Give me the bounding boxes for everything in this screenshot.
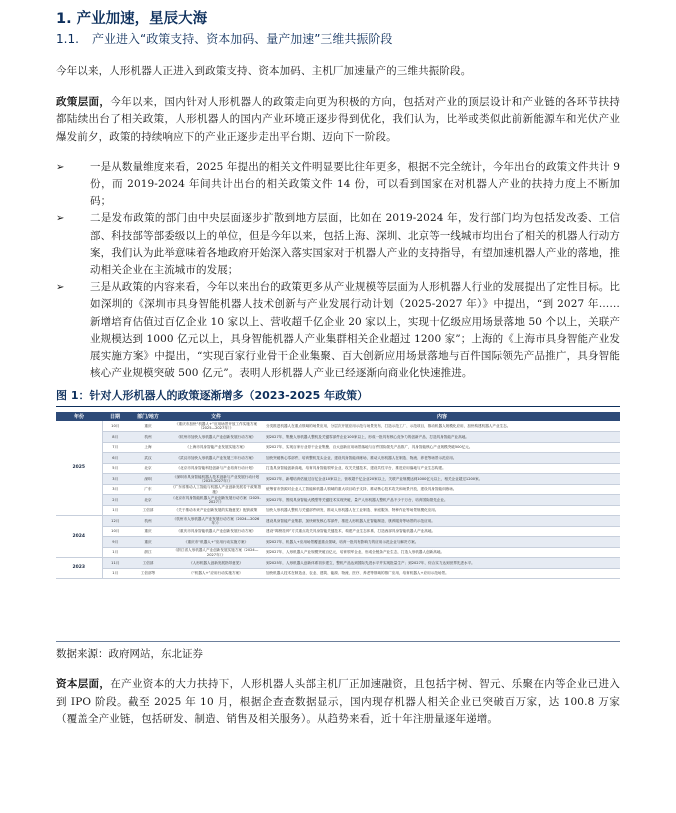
table-row (56, 474, 620, 485)
date-cell: 1月 (102, 505, 128, 516)
bullet-item (56, 210, 620, 279)
table-row (56, 505, 620, 516)
content-cell: 到2027年，实现百家行业骨干企业集聚、百大创新应用场景落地与百件国际领先产品推广，具身智能核心产业规模突破500亿元。 (264, 442, 620, 453)
table-header-row (56, 412, 620, 421)
intro-paragraph: 今年以来，人形机器人正进入到政策支持、资本加码、主机厂加速量产的三维共振阶段。 (56, 65, 472, 77)
bullet-item (56, 159, 620, 211)
subsection-title: 产业进入“政策支持、资本加码、量产加速”三维共振阶段 (92, 32, 393, 46)
document-cell: 《重庆市“机器人+”应用行动实施方案》 (168, 537, 264, 548)
dept-cell: 北京 (128, 463, 168, 474)
table-row (56, 495, 620, 506)
date-cell: 5月 (102, 463, 128, 474)
capital-paragraph (56, 676, 620, 728)
date-cell: 10月 (102, 421, 128, 432)
dept-cell: 杭州 (128, 432, 168, 443)
content-cell: 建设“揭榜挂帅”方式重点攻关具身智能关键技术，构建产业生态体系，打造西部具身智能机器人产业高地。 (264, 526, 620, 537)
table-row (56, 547, 620, 558)
document-cell: 《重庆市加快“机器人+”应用场景开放工作实施方案（2025—2027年）》 (168, 421, 264, 432)
policy-text: 今年以来，国内针对人形机器人的政策走向更为积极的方向，包括对产业的顶层设计和产业链的各环节扶持都陆续出台了相关政策，人形机器人的国内产业环境正逐步得到优化，我们认为，比举或类似此前新能源车和光伏产业爆发前夕，政策的持续响应下的产业正逐步走出平台期、迈向下一阶段。 (56, 96, 620, 143)
table-row (56, 516, 620, 527)
dept-cell: 深圳 (128, 474, 168, 485)
date-cell: 3月 (102, 474, 128, 485)
arrow-bullet-icon: ➢ (56, 213, 65, 225)
table-row (56, 432, 620, 443)
table-row (56, 537, 620, 548)
dept-cell: 广东 (128, 484, 168, 495)
document-cell: 《“机器人+”应用行动实施方案》 (168, 568, 264, 579)
document-cell: 《广东省推动人工智能与机器人产业创新发展若干政策措施》 (168, 484, 264, 495)
document-cell: 《杭州市人形机器人产业发展行动方案（2024—2026年）》 (168, 516, 264, 527)
subsection-number: 1.1. (56, 32, 79, 46)
document-cell: 《杭州市加快人形机器人产业创新发展行动方案》 (168, 432, 264, 443)
capital-lead: 资本层面， (56, 678, 111, 691)
header-document: 文件 (168, 412, 264, 421)
dept-cell: 浙江 (128, 547, 168, 558)
date-cell: 12月 (102, 516, 128, 527)
document-cell: 《武汉市加快人形机器人产业发展三年行动方案》 (168, 453, 264, 464)
dept-cell: 杭州 (128, 516, 168, 527)
date-cell: 1月 (102, 547, 128, 558)
date-cell: 9月 (102, 537, 128, 548)
table-row (56, 421, 620, 432)
table-row (56, 568, 620, 579)
dept-cell: 工信部 (128, 505, 168, 516)
header-dept: 部门/地方 (128, 412, 168, 421)
policy-table (56, 412, 620, 579)
date-cell: 7月 (102, 442, 128, 453)
dept-cell: 重庆 (128, 537, 168, 548)
bullet-text: 一是从数量维度来看，2025 年提出的相关文件明显要比往年更多，根据不完全统计，今年出台的政策文件共计 9 份，而 2019-2024 年间共计出台的相关政策文件 14 份，可以看到国家在对机器人产业的扶持力度上不断加码； (90, 160, 620, 208)
content-cell: 到2027年，集聚人形机器人整机及关键零部件企业100家以上，形成一批具有核心竞争力的创新产品，打造具身智能产业高地。 (264, 432, 620, 443)
policy-lead: 政策层面， (56, 96, 111, 109)
header-year: 年份 (56, 412, 102, 421)
content-cell: 到2025年，人形机器人创新体系初步建立，整机产品达到国际先进水平并实现批量生产；到2027年，综合实力达到世界先进水平。 (264, 558, 620, 569)
document-cell: 《关于推动未来产业创新发展的实施意见》配套政策 (168, 505, 264, 516)
document-cell: 《上海市具身智能产业发展实施方案》 (168, 442, 264, 453)
date-cell: 2月 (102, 495, 128, 506)
content-cell: 分类推进机器人在重点领域的场景应用，分层次开展应用示范与场景发布，打造示范工厂、示范项目，推动机器人规模化应用，加快构建机器人产业生态。 (264, 421, 620, 432)
content-cell: 到2027年，围绕具身智能大模型等关键技术实现突破，量产人形机器人整机产品不少于万台，培育国际领先企业。 (264, 495, 620, 506)
data-source-note: 数据来源：政府网站，东北证券 (56, 648, 203, 661)
table-row (56, 463, 620, 474)
bullet-text: 三是从政策的内容来看，今年以来出台的政策更多从产业规模等层面为人形机器人行业的发展提出了定性目标。比如深圳的《深圳市具身智能机器人技术创新与产业发展行动计划（2025-2027 年）》中提出，“到 2027 年……新增培育估值过百亿企业 10 家以上、营收超千亿企业 20 家以上，实现十亿级应用场景落地 50 个以上，关联产业规模达到 1000 亿元以上，具身智能机器人产业集群相关企业超过 1200 家”；上海的《上海市具身智能产业发展实施方案》中提出，“实现百家行业骨干企业集聚、百大创新应用场景落地与百件国际领先产品推广，具身智能核心产业规模突破 500 亿元”。表明人形机器人产业已经逐渐向商业化快速推进。 (90, 281, 620, 380)
policy-bullet-list (56, 159, 620, 383)
date-cell: 1月 (102, 568, 128, 579)
dept-cell: 工信部 (128, 558, 168, 569)
date-cell: 10月 (102, 526, 128, 537)
document-cell: 《深圳市具身智能机器人技术创新与产业发展行动计划（2025-2027年）》 (168, 474, 264, 485)
figure-title: 图 1：针对人形机器人的政策逐渐增多（2023-2025 年政策） (56, 388, 620, 407)
date-cell: 3月 (102, 484, 128, 495)
year-cell: 2023 (56, 558, 102, 579)
arrow-bullet-icon: ➢ (56, 161, 65, 173)
dept-cell: 工信部等 (128, 568, 168, 579)
document-cell: 《北京市具身智能科技创新与产业培育行动计划》 (168, 463, 264, 474)
dept-cell: 重庆 (128, 421, 168, 432)
table-row (56, 484, 620, 495)
content-cell: 统筹省市资源对企业人工智能和机器人领域的重大项目给予支持，推动核心技术攻关和场景开放，建设具身智能训练场。 (264, 484, 620, 495)
policy-paragraph (56, 94, 620, 146)
table-row (56, 442, 620, 453)
year-cell: 2025 (56, 421, 102, 516)
dept-cell: 上海 (128, 442, 168, 453)
document-cell: 《北京市具身智能机器人产业创新发展行动方案（2025-2027）》 (168, 495, 264, 506)
document-cell: 《人形机器人创新发展指导意见》 (168, 558, 264, 569)
date-cell: 6月 (102, 453, 128, 464)
content-cell: 到2027年，人形机器人产业规模突破百亿元，培育领军企业，形成全链条产业生态，打造人形机器人创新高地。 (264, 547, 620, 558)
table-row (56, 453, 620, 464)
header-content: 内容 (264, 412, 620, 421)
document-cell: 《浙江省人形机器人产业创新发展实施方案（2024—2027年）》 (168, 547, 264, 558)
content-cell: 建设具身智能产业集群，加快研发核心零部件，推进人形机器人在智能制造、康养服务等场景的示范应用。 (264, 516, 620, 527)
year-cell: 2024 (56, 516, 102, 558)
policy-table-container (56, 412, 620, 642)
arrow-bullet-icon: ➢ (56, 282, 65, 294)
content-cell: 到2027年，新增培育估值过百亿企业10家以上、营收超千亿企业20家以上，关联产业规模达到1000亿元以上，相关企业超过1200家。 (264, 474, 620, 485)
content-cell: 到2027年，机器人+应用场景覆盖重点领域，培育一批具有影响力的应用示范企业与解决方案。 (264, 537, 620, 548)
date-cell: 11月 (102, 558, 128, 569)
content-cell: 加快人形机器人整机与关键部件研发，推动人形机器人在工业制造、家庭服务、特种作业等场景规模化应用。 (264, 505, 620, 516)
subsection-heading (56, 30, 620, 48)
dept-cell: 武汉 (128, 453, 168, 464)
bullet-item (56, 279, 620, 382)
policy-table-body (56, 421, 620, 579)
document-cell: 《重庆市具身智能机器人产业创新发展行动方案》 (168, 526, 264, 537)
dept-cell: 北京 (128, 495, 168, 506)
header-date: 日期 (102, 412, 128, 421)
section-title: 1. 产业加速，星辰大海 (56, 11, 208, 27)
bullet-text: 二是发布政策的部门由中央层面逐步扩散到地方层面，比如在 2019-2024 年，发行部门均为包括发改委、工信部、科技部等部委级以上的单位，但是今年以来，包括上海、深圳、北京等一线城市均出台了相关的机器人行动方案，我们认为此举意味着各地政府开始深入落实国家对于机器人产业的支持指导，有望加速机器人产业的落地，推动相关企业在主流城市的发展； (90, 212, 620, 277)
capital-text: 在产业资本的大力扶持下，人形机器人头部主机厂正加速融资，且包括宇树、智元、乐聚在内等企业已进入到 IPO 阶段。截至 2025 年 10 月，根据企查查数据显示，国内现存机器人相关企业已突破百万家，达 100.8 万家（覆盖全产业链，包括研发、制造、销售及相关服务）。从趋势来看，近十年注册量逐年递增。 (56, 678, 620, 725)
content-cell: 加快机器人技术在制造业、农业、建筑、能源、物流、医疗、养老等领域的推广应用，培育机器人+应用示范场景。 (264, 568, 620, 579)
table-row (56, 526, 620, 537)
dept-cell: 重庆 (128, 526, 168, 537)
content-cell: 加快突破核心零部件，培育整机龙头企业，建设具身智能训练场，推动人形机器人在制造、物流、养老等场景示范应用。 (264, 453, 620, 464)
table-row (56, 558, 620, 569)
date-cell: 8月 (102, 432, 128, 443)
content-cell: 打造具身智能创新高地，培育具身智能领军企业，攻关关键技术，建设共性平台，推进应用落地与产业生态构建。 (264, 463, 620, 474)
